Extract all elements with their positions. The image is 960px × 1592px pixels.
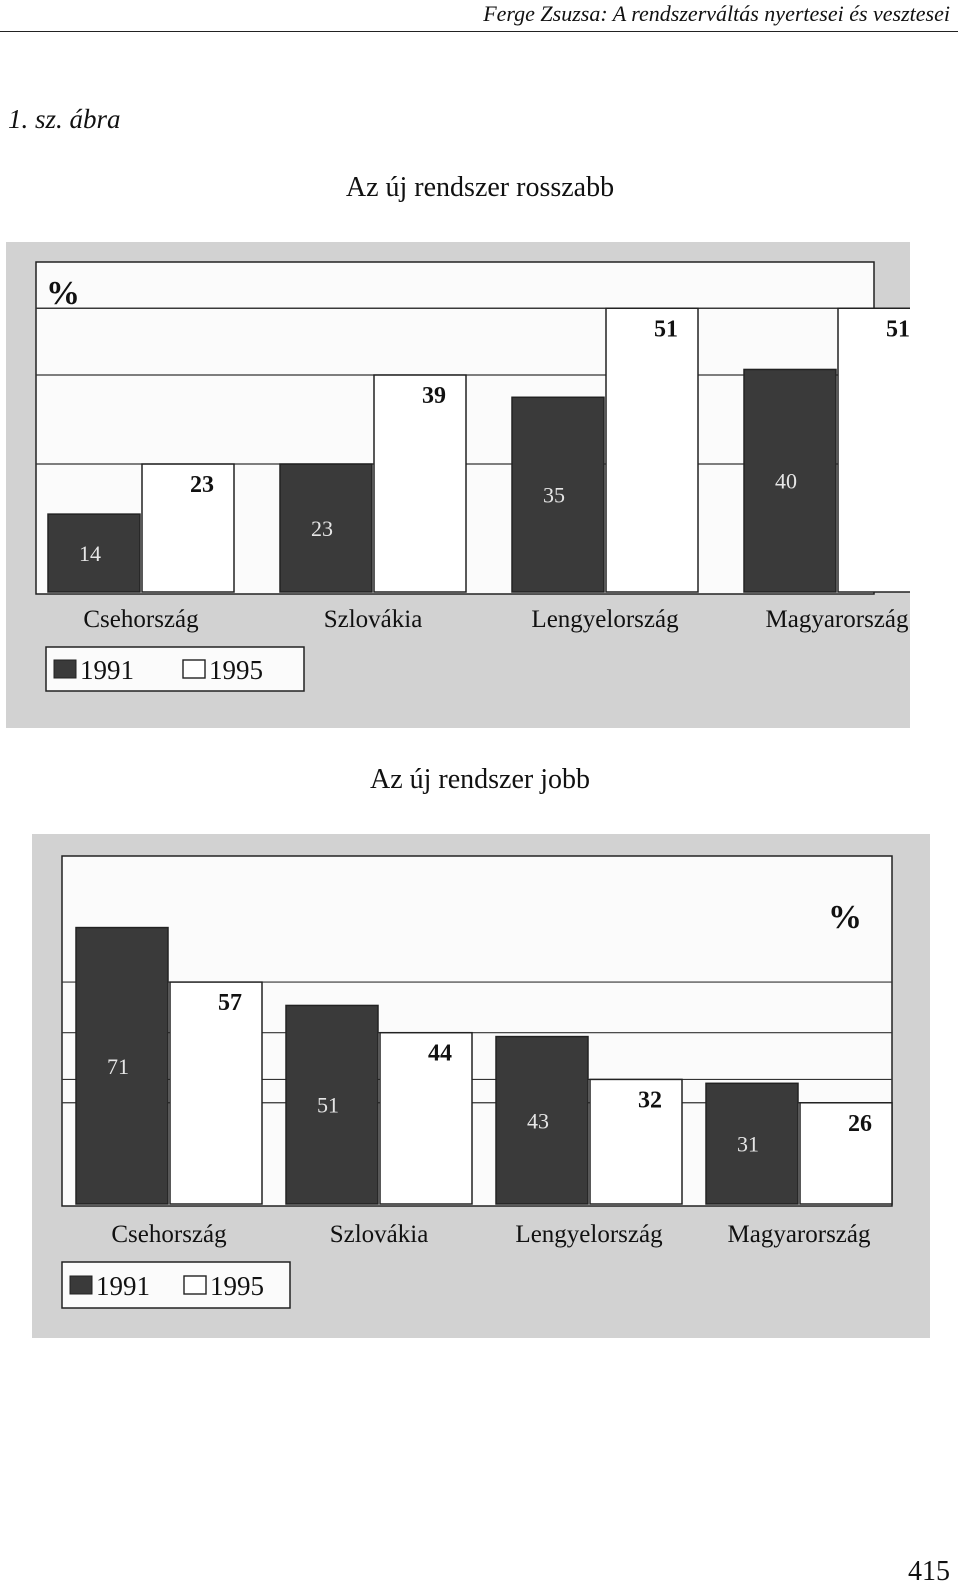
chart1-data-label: 51 (317, 1092, 339, 1118)
chart0-data-label: 51 (654, 316, 678, 343)
chart0-legend-swatch-1991 (54, 660, 76, 678)
chart1-data-label: 31 (737, 1131, 759, 1157)
chart0-bar-1995-2 (374, 375, 466, 592)
chart0-category-label: Szlovákia (323, 606, 423, 633)
chart-title-better: Az új rendszer jobb (369, 764, 591, 795)
chart0-ylabel: % (46, 275, 80, 312)
chart1-category-label: Szlovákia (329, 1221, 429, 1248)
chart0-data-label: 40 (775, 468, 797, 494)
chart1-legend-swatch-1995 (184, 1276, 206, 1294)
chart1-data-label: 26 (848, 1110, 872, 1137)
chart1-data-label: 71 (107, 1053, 129, 1079)
chart1-bar-1995-2 (380, 1033, 472, 1204)
chart0-category-label: Lengyelország (531, 606, 679, 633)
chart1-legend-label-1991: 1991 (96, 1271, 150, 1301)
chart0-bar-1995-4 (838, 308, 910, 592)
chart1-data-label: 32 (638, 1087, 662, 1114)
chart0-data-label: 35 (543, 482, 565, 508)
chart0-bar-1995-3 (606, 308, 698, 592)
chart0-category-label: Magyarország (765, 606, 909, 633)
chart1-data-label: 44 (428, 1040, 452, 1067)
chart0-legend-label-1995: 1995 (209, 655, 263, 685)
chart-worse-svg (6, 242, 910, 728)
chart-worse (6, 242, 910, 728)
chart0-legend-label-1991: 1991 (80, 655, 134, 685)
chart0-data-label: 14 (79, 541, 101, 567)
figure-label: 1. sz. ábra (8, 104, 121, 134)
chart1-bar-1995-3 (590, 1079, 682, 1204)
chart1-legend-swatch-1991 (70, 1276, 92, 1294)
chart1-category-label: Lengyelország (515, 1221, 663, 1248)
chart-title-worse: Az új rendszer rosszabb (345, 172, 615, 203)
chart-better (32, 834, 930, 1338)
chart0-data-label: 39 (422, 383, 446, 410)
chart0-data-label: 23 (190, 472, 214, 499)
running-head: Ferge Zsuzsa: A rendszerváltás nyertesei és vesztesei (0, 0, 958, 32)
chart1-bar-1995-1 (170, 982, 262, 1204)
chart1-ylabel: % (828, 899, 862, 936)
chart1-category-label: Magyarország (727, 1221, 871, 1248)
chart0-category-label: Csehország (83, 606, 199, 633)
chart1-legend-label-1995: 1995 (210, 1271, 264, 1301)
chart0-legend-swatch-1995 (183, 660, 205, 678)
chart0-data-label: 51 (886, 316, 910, 343)
chart0-data-label: 23 (311, 516, 333, 542)
chart1-bar-1995-4 (800, 1103, 892, 1204)
page-number: 415 (908, 1556, 950, 1587)
chart1-data-label: 57 (218, 990, 242, 1017)
chart-better-svg (32, 834, 930, 1338)
chart1-category-label: Csehország (111, 1221, 227, 1248)
chart0-bar-1995-1 (142, 464, 234, 592)
chart1-data-label: 43 (527, 1108, 549, 1134)
